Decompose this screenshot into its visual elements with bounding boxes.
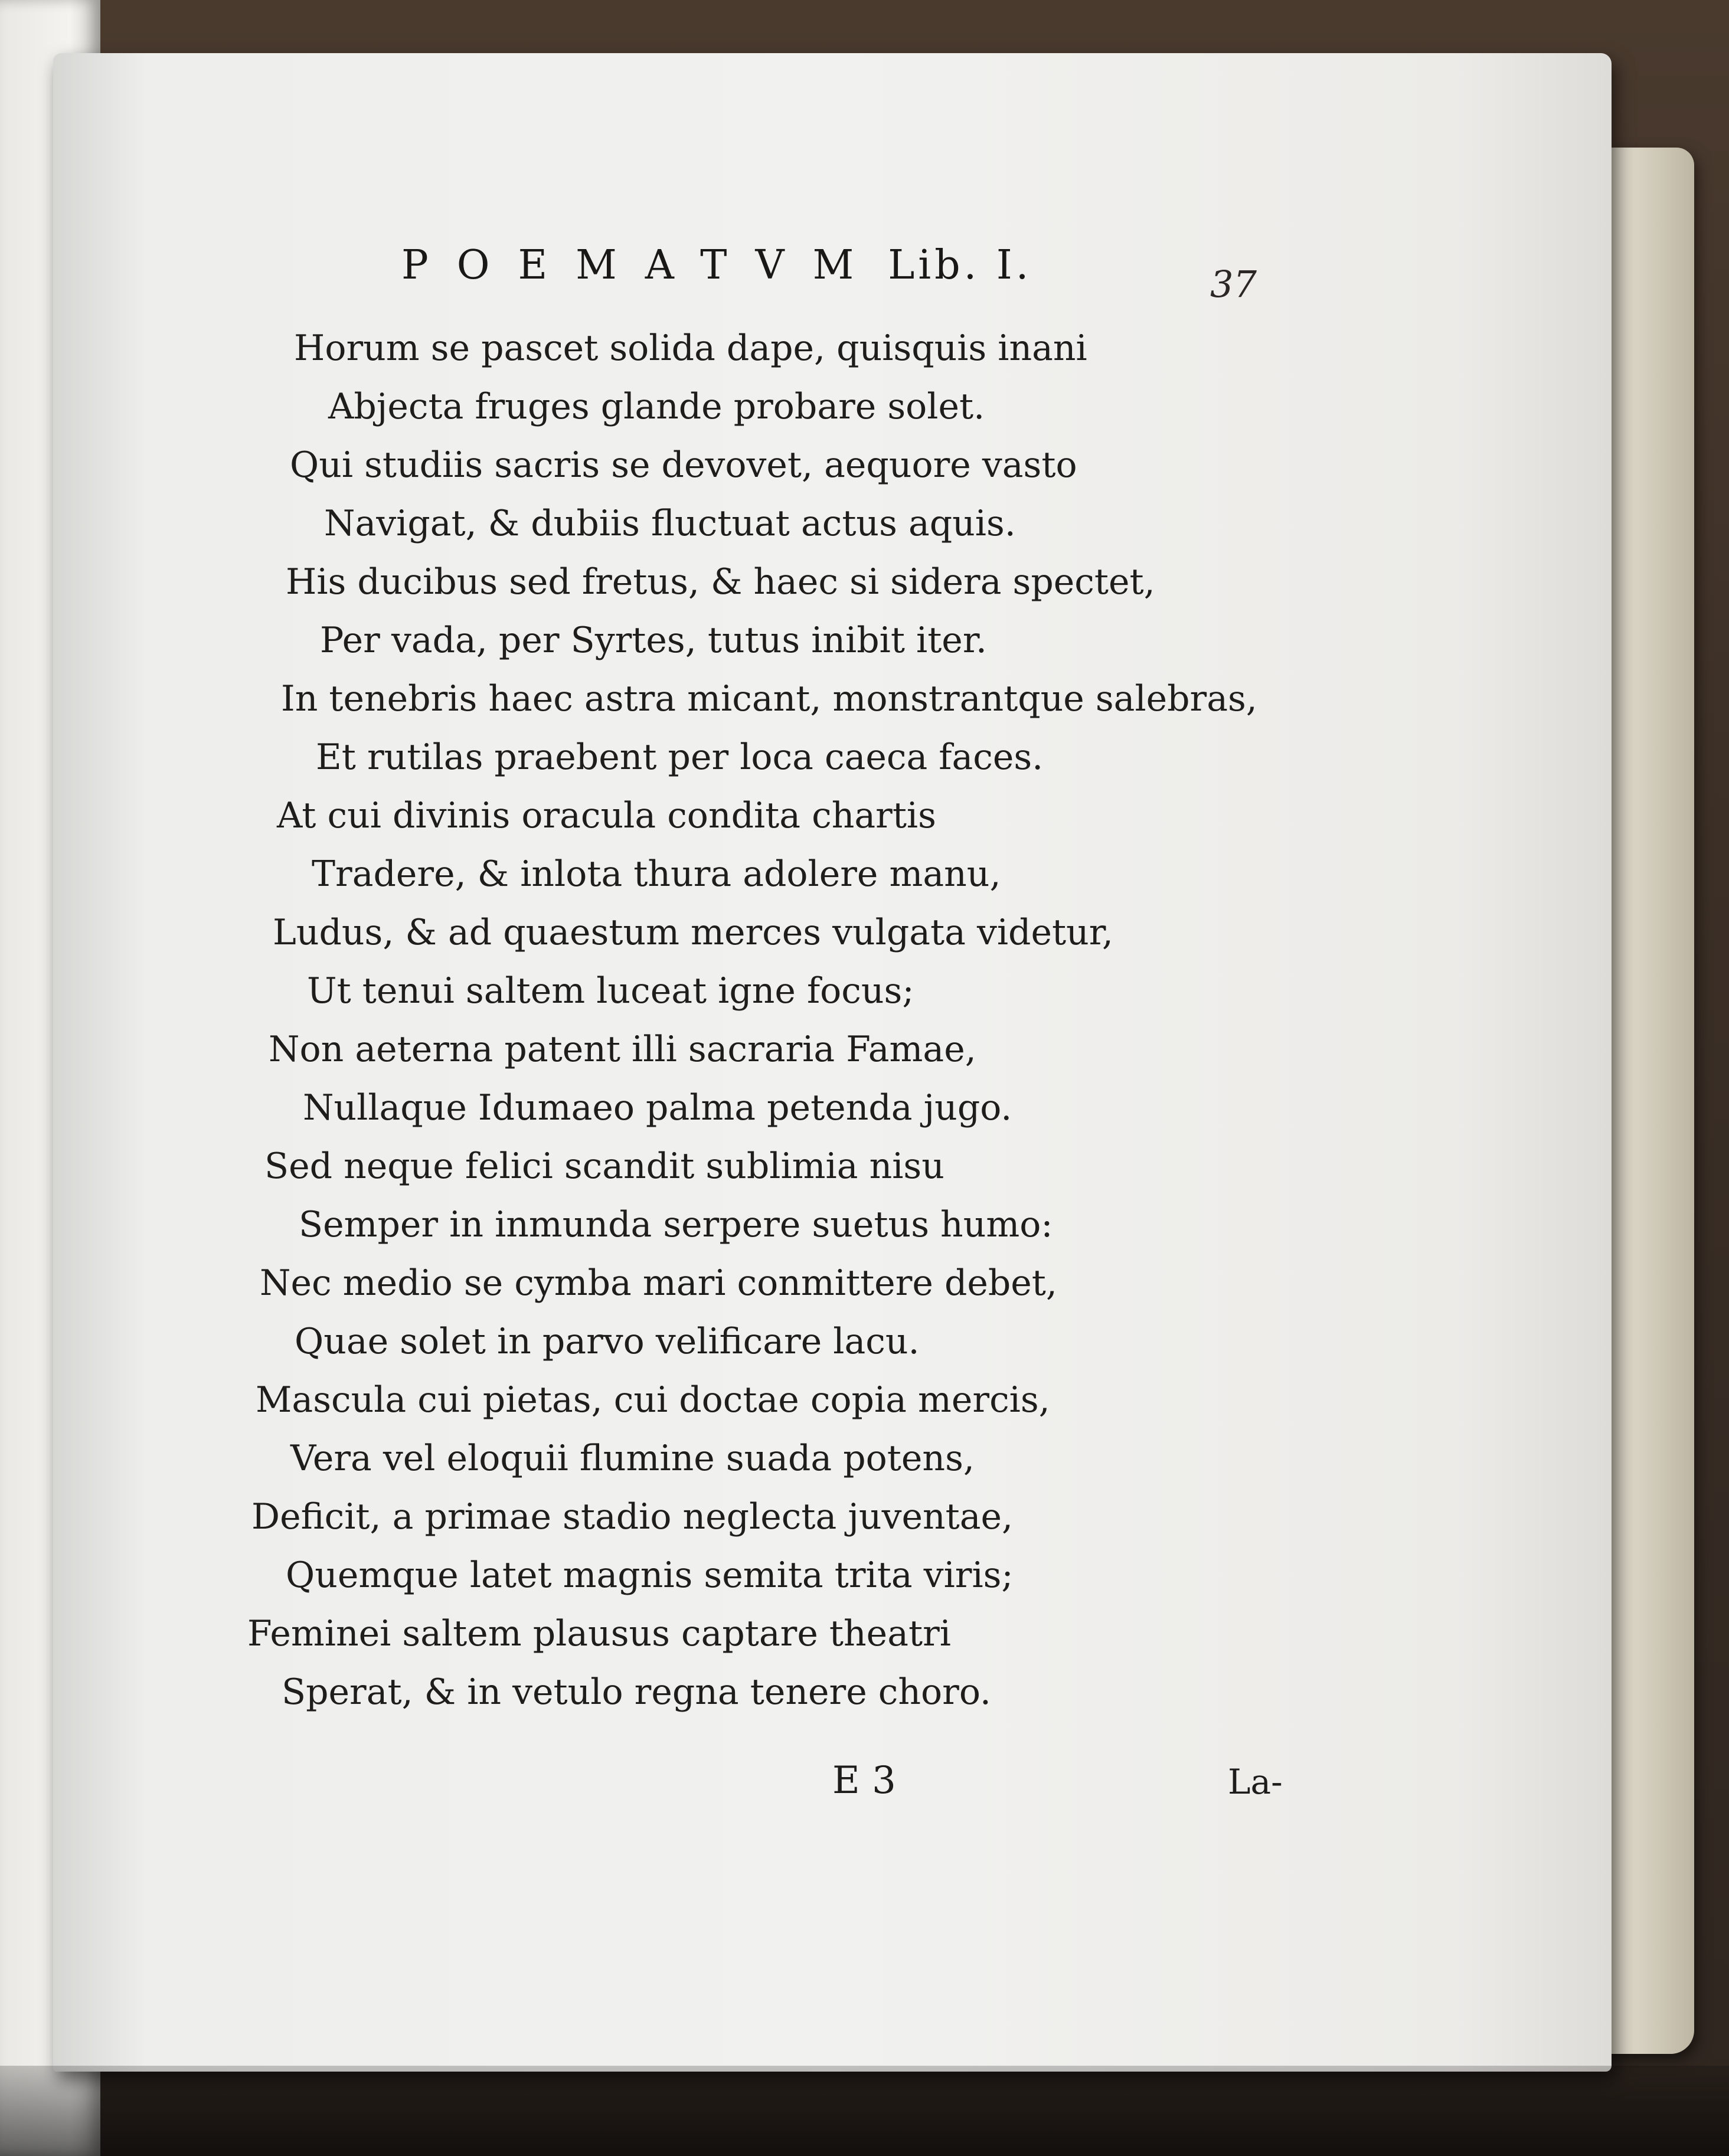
bottom-shadow xyxy=(0,2066,1729,2156)
verse-line-hexameter: Horum se pascet solida dape, quisquis inani xyxy=(294,328,1087,369)
verse-line-hexameter: Ludus, & ad quaestum merces vulgata videtur, xyxy=(273,912,1113,953)
verse-line-hexameter: Feminei saltem plausus captare theatri xyxy=(247,1613,951,1654)
verse-line-pentameter: Sperat, & in vetulo regna tenere choro. xyxy=(282,1671,991,1713)
book-label: Lib. I. xyxy=(888,242,1032,289)
verse-line-pentameter: Vera vel eloquii flumine suada potens, xyxy=(290,1438,975,1479)
running-head-title: POEMATVM xyxy=(401,242,883,289)
folio-number: 37 xyxy=(1210,263,1257,306)
verse-line-hexameter: Nec medio se cymba mari conmittere debet, xyxy=(260,1262,1057,1304)
verse-line-pentameter: Quae solet in parvo velificare lacu. xyxy=(295,1321,920,1362)
verse-line-hexameter: Non aeterna patent illi sacraria Famae, xyxy=(269,1029,976,1070)
verse-line-pentameter: Ut tenui saltem luceat igne focus; xyxy=(307,970,914,1012)
verse-line-pentameter: Navigat, & dubiis fluctuat actus aquis. xyxy=(324,503,1016,544)
verse-line-hexameter: Mascula cui pietas, cui doctae copia mercis, xyxy=(256,1379,1050,1421)
verse-line-hexameter: His ducibus sed fretus, & haec si sidera spectet, xyxy=(286,561,1155,603)
verse-line-pentameter: Nullaque Idumaeo palma petenda jugo. xyxy=(303,1087,1012,1128)
verse-line-hexameter: Sed neque felici scandit sublimia nisu xyxy=(264,1146,944,1187)
signature-mark: E 3 xyxy=(832,1759,896,1802)
book-page xyxy=(53,53,1612,2072)
verse-line-hexameter: Deficit, a primae stadio neglecta juventae, xyxy=(251,1496,1014,1537)
verse-line-pentameter: Per vada, per Syrtes, tutus inibit iter. xyxy=(320,620,987,661)
verse-line-pentameter: Abjecta fruges glande probare solet. xyxy=(328,386,985,427)
verse-line-hexameter: In tenebris haec astra micant, monstrantque salebras, xyxy=(281,678,1257,719)
verse-line-hexameter: At cui divinis oracula condita chartis xyxy=(277,795,936,836)
catchword: La- xyxy=(1228,1762,1283,1802)
running-head xyxy=(401,242,1032,289)
verse-line-pentameter: Tradere, & inlota thura adolere manu, xyxy=(312,853,1001,895)
verse-line-pentameter: Quemque latet magnis semita trita viris; xyxy=(286,1555,1014,1596)
verse-line-pentameter: Et rutilas praebent per loca caeca faces. xyxy=(316,737,1044,778)
verse-line-hexameter: Qui studiis sacris se devovet, aequore vasto xyxy=(290,444,1077,486)
verse-line-pentameter: Semper in inmunda serpere suetus humo: xyxy=(299,1204,1053,1245)
